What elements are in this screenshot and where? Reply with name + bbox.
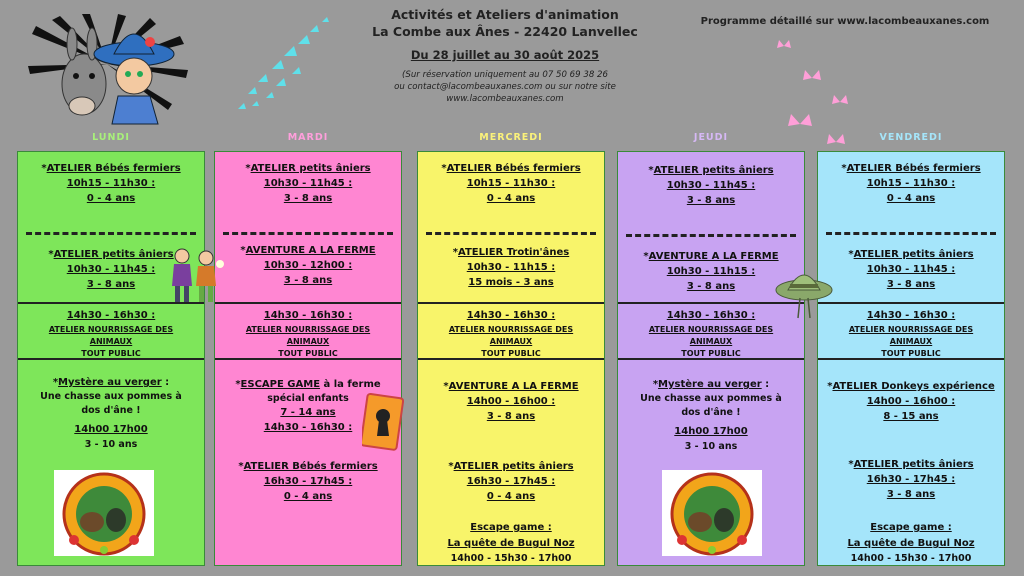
activity-time: 14h30 - 16h30 : [263,310,353,321]
activity-vendredi-1: *ATELIER Bébés fermiers 10h15 - 11h30 : 0 - 4 ans [818,162,1004,206]
activity-title: Escape game : [870,522,952,533]
activity-time: 14h00 - 16h00 : [866,396,956,407]
activity-subtitle: La quête de Bugul Noz [447,538,575,549]
day-column-mercredi [417,151,605,566]
section-divider [626,234,796,237]
activity-title: ATELIER Bébés fermiers [846,163,981,174]
activity-lundi-4: *Mystère au verger : Une chasse aux pommes à dos d'âne ! 14h00 17h00 3 - 10 ans [18,376,204,452]
activity-vendredi-6 [818,520,1004,565]
activity-line: ANIMAUX [286,337,330,346]
activity-description: dos d'âne ! [81,405,141,416]
activity-title: ESCAPE GAME [240,379,321,390]
activity-mardi-4: *ESCAPE GAME à la ferme spécial enfants 7 - 14 ans 14h30 - 16h30 : [215,378,401,436]
activity-age: 3 - 10 ans [84,439,138,450]
activity-mercredi-2: *ATELIER Trotin'ânes 10h30 - 11h15 : 15 mois - 3 ans [418,246,604,290]
activity-vendredi-2: *ATELIER petits âniers 10h30 - 11h45 : 3 - 8 ans [818,248,1004,292]
day-column-mardi [214,151,402,566]
activity-title: ATELIER petits âniers [653,165,774,176]
activity-line: ATELIER NOURRISSAGE DES [648,325,774,334]
activity-time: 14h00 - 15h30 - 17h00 [450,553,572,564]
activity-time: 16h30 - 17h45 : [263,476,353,487]
activity-title: Mystère au verger [658,379,762,390]
day-column-vendredi [817,151,1005,566]
activity-age: 3 - 8 ans [86,279,136,290]
activity-time: 14h30 - 16h30 : [466,310,556,321]
day-column-jeudi [617,151,805,566]
activity-time: 14h00 17h00 [674,426,748,437]
activity-age: 0 - 4 ans [486,491,536,502]
program-link-text: Programme détaillé sur www.lacombeauxanes.com [700,16,990,27]
activity-title: Mystère au verger [58,377,162,388]
activity-vendredi-5: *ATELIER petits âniers 16h30 - 17h45 : 3 - 8 ans [818,458,1004,502]
activity-audience: TOUT PUBLIC [881,349,941,358]
day-label-jeudi: JEUDI [693,132,729,143]
day-label-lundi: LUNDI [92,132,130,143]
activity-time: 10h15 - 11h30 : [866,178,956,189]
day-label-mardi: MARDI [287,132,329,143]
activity-time: 14h30 - 16h30 : [263,422,353,433]
activity-title: ATELIER Bébés fermiers [243,461,378,472]
activity-title: ATELIER Bébés fermiers [446,163,581,174]
activity-description: Une chasse aux pommes à [40,391,182,402]
activity-mardi-1: *ATELIER petits âniers 10h30 - 11h45 : 3 - 8 ans [215,162,401,206]
day-label-vendredi: VENDREDI [879,132,943,143]
activity-age: 0 - 4 ans [486,193,536,204]
activity-time: 10h30 - 12h00 : [263,260,353,271]
reservation-line-2: ou contact@lacombeauxanes.com ou sur notre site [394,82,616,92]
page-title: Activités et Ateliers d'animation [391,7,619,22]
activity-age: 3 - 8 ans [686,281,736,292]
activity-title: ATELIER Bébés fermiers [46,163,181,174]
activity-age: 3 - 8 ans [886,489,936,500]
section-divider [818,302,1004,304]
activity-time: 14h00 17h00 [74,424,148,435]
activity-description: spécial enfants [267,393,349,404]
activity-time: 14h30 - 16h30 : [866,310,956,321]
activity-time: 10h15 - 11h30 : [466,178,556,189]
activity-time: 10h30 - 11h45 : [263,178,353,189]
activity-title: Escape game : [470,522,552,533]
activity-mercredi-3 [418,308,604,360]
section-divider [418,358,604,360]
day-label-mercredi: MERCREDI [479,132,543,143]
activity-age: 8 - 15 ans [883,411,939,422]
activity-vendredi-4: *ATELIER Donkeys expérience 14h00 - 16h00 : 8 - 15 ans [818,380,1004,424]
activity-mardi-2: *AVENTURE A LA FERME 10h30 - 12h00 : 3 - 8 ans [215,244,401,288]
activity-age: 3 - 8 ans [283,193,333,204]
activity-line: ANIMAUX [489,337,533,346]
activity-line: ATELIER NOURRISSAGE DES [245,325,371,334]
activity-time: 10h30 - 11h15 : [466,262,556,273]
activity-title: ATELIER petits âniers [853,459,974,470]
orchard-donkey-illustration [662,470,762,556]
activity-jeudi-1: *ATELIER petits âniers 10h30 - 11h45 : 3 - 8 ans [618,164,804,208]
activity-mardi-3 [215,308,401,360]
activity-description: Une chasse aux pommes à [640,393,782,404]
activity-lundi-1: *ATELIER Bébés fermiers 10h15 - 11h30 : 0 - 4 ans [18,162,204,206]
header-info [340,6,670,105]
activity-jeudi-2: *AVENTURE A LA FERME 10h30 - 11h15 : 3 - 8 ans [618,250,804,294]
section-divider [618,358,804,360]
activity-description: dos d'âne ! [681,407,741,418]
activity-audience: TOUT PUBLIC [278,349,338,358]
orchard-donkey-illustration [54,470,154,556]
section-divider [826,232,996,235]
activity-age: 0 - 4 ans [86,193,136,204]
activity-age: 3 - 8 ans [283,275,333,286]
page-subtitle: La Combe aux Ânes - 22420 Lanvellec [372,24,638,39]
activity-line: ANIMAUX [889,337,933,346]
activity-time: 14h30 - 16h30 : [666,310,756,321]
activity-mercredi-1: *ATELIER Bébés fermiers 10h15 - 11h30 : 0 - 4 ans [418,162,604,206]
reservation-line-3: www.lacombeauxanes.com [446,94,564,104]
activity-time: 16h30 - 17h45 : [466,476,556,487]
activity-lundi-3 [18,308,204,360]
activity-title: ATELIER petits âniers [453,461,574,472]
section-divider [223,232,393,235]
activity-time: 10h30 - 11h15 : [666,266,756,277]
activity-mercredi-6 [418,520,604,565]
activity-mercredi-5: *ATELIER petits âniers 16h30 - 17h45 : 0 - 4 ans [418,460,604,504]
donkey-logo-illustration [22,14,192,126]
activity-title: ATELIER petits âniers [250,163,371,174]
explorer-hat-icon [774,260,834,320]
activity-age: 3 - 10 ans [684,441,738,452]
reservation-info [340,69,670,105]
reservation-line-1: (Sur réservation uniquement au 07 50 69 38 26 [402,70,608,80]
activity-time: 16h30 - 17h45 : [866,474,956,485]
butterflies-cyan-decoration [228,14,338,124]
section-divider [418,302,604,304]
activity-time: 10h30 - 11h45 : [866,264,956,275]
activity-mercredi-4: *AVENTURE A LA FERME 14h00 - 16h00 : 3 - 8 ans [418,380,604,424]
activity-age: 3 - 8 ans [886,279,936,290]
section-divider [215,358,401,360]
activity-line: ATELIER NOURRISSAGE DES [48,325,174,334]
activity-title: AVENTURE A LA FERME [648,251,779,262]
activity-audience: TOUT PUBLIC [81,349,141,358]
activity-title: AVENTURE A LA FERME [448,381,579,392]
activity-time: 14h30 - 16h30 : [66,310,156,321]
activity-age: 0 - 4 ans [283,491,333,502]
activity-lundi-2: *ATELIER petits âniers 10h30 - 11h45 : 3 - 8 ans [18,248,204,292]
activity-jeudi-4: *Mystère au verger : Une chasse aux pommes à dos d'âne ! 14h00 17h00 3 - 10 ans [618,378,804,454]
activity-line: ANIMAUX [689,337,733,346]
activity-age: 15 mois - 3 ans [468,277,554,288]
activity-time: 10h30 - 11h45 : [66,264,156,275]
activity-vendredi-3 [818,308,1004,360]
activity-title: AVENTURE A LA FERME [245,245,376,256]
activity-line: ANIMAUX [89,337,133,346]
activity-time: 10h30 - 11h45 : [666,180,756,191]
activity-title: ATELIER petits âniers [53,249,174,260]
activity-age: 3 - 8 ans [486,411,536,422]
activity-audience: TOUT PUBLIC [681,349,741,358]
activity-subtitle: La quête de Bugul Noz [847,538,975,549]
section-divider [426,232,596,235]
activity-audience: TOUT PUBLIC [481,349,541,358]
section-divider [18,358,204,360]
children-illustration [166,246,226,308]
activity-time: 14h00 - 16h00 : [466,396,556,407]
activity-age: 0 - 4 ans [886,193,936,204]
activity-mardi-5: *ATELIER Bébés fermiers 16h30 - 17h45 : 0 - 4 ans [215,460,401,504]
date-range: Du 28 juillet au 30 août 2025 [410,48,600,62]
keyhole-escape-icon [362,392,404,452]
day-column-lundi [17,151,205,566]
activity-age: 3 - 8 ans [686,195,736,206]
section-divider [26,232,196,235]
activity-age: 7 - 14 ans [280,407,336,418]
activity-time: 14h00 - 15h30 - 17h00 [850,553,972,564]
activity-title: ATELIER Donkeys expérience [832,381,995,392]
activity-title: ATELIER petits âniers [853,249,974,260]
activity-time: 10h15 - 11h30 : [66,178,156,189]
section-divider [818,358,1004,360]
activity-line: ATELIER NOURRISSAGE DES [448,325,574,334]
activity-line: ATELIER NOURRISSAGE DES [848,325,974,334]
activity-title: ATELIER Trotin'ânes [457,247,570,258]
section-divider [215,302,401,304]
